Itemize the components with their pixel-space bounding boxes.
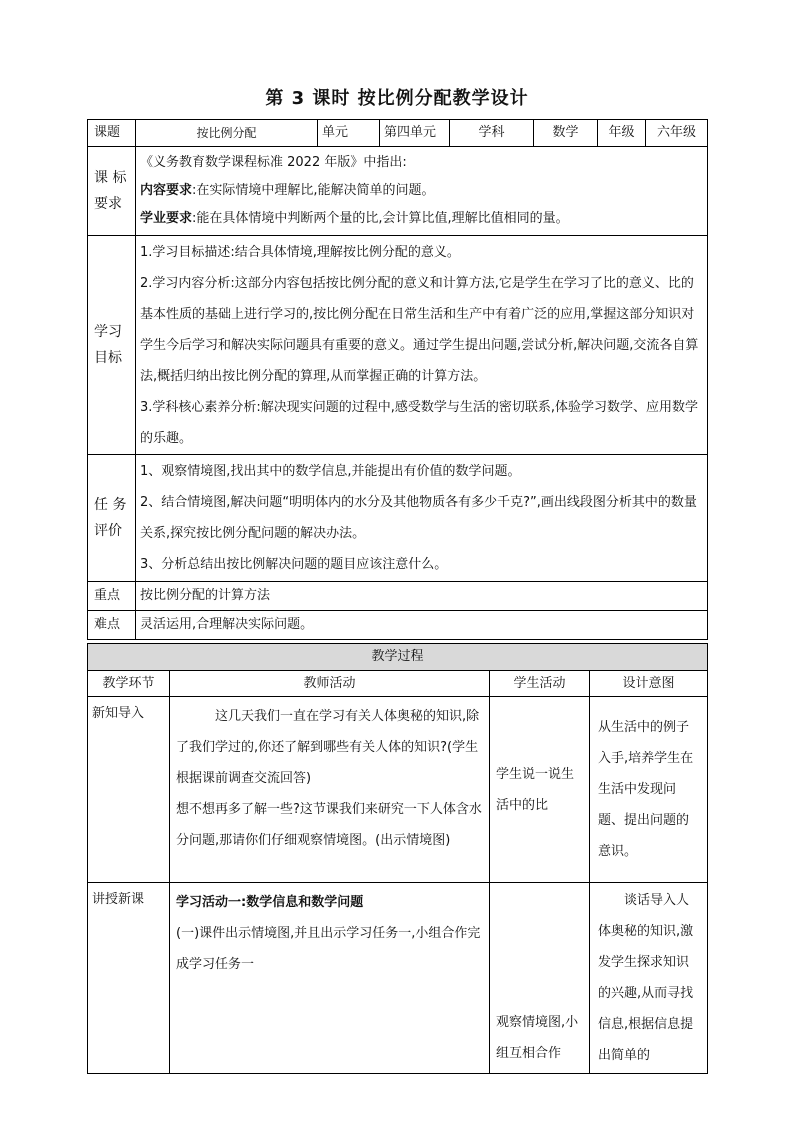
lesson-info-table xyxy=(87,119,708,640)
standard-academic-req xyxy=(140,205,703,233)
student-intro-text: 学生说一说生活中的比 xyxy=(496,766,575,813)
teaching-process-table xyxy=(87,643,708,1074)
goals-label: 学习 目标 xyxy=(88,236,136,455)
standard-content xyxy=(136,147,708,236)
key-point-label: 重点 xyxy=(88,582,136,611)
difficulty-label: 难点 xyxy=(88,611,136,640)
teacher-activity-new xyxy=(170,883,490,1074)
intent-intro-text: 从生活中的例子入手,培养学生在生活中发现问题、提出问题的意识。 xyxy=(598,720,694,859)
academic-req-label: 学业要求 xyxy=(140,211,193,226)
col-intent: 设计意图 xyxy=(590,671,708,697)
unit-label: 单元 xyxy=(318,120,380,147)
content-req-text: :在实际情境中理解比,能解决简单的问题。 xyxy=(192,183,435,198)
activity-one-title: 学习活动一:数学信息和数学问题 xyxy=(176,895,364,910)
tasks-content xyxy=(136,455,708,582)
grade-label: 年级 xyxy=(598,120,646,147)
teacher-new-p1: (一)课件出示情境图,并且出示学习任务一,小组合作完成学习任务一 xyxy=(176,926,481,972)
topic-label: 课题 xyxy=(88,120,136,147)
unit-value: 第四单元 xyxy=(380,120,450,147)
tasks-label: 任 务 评价 xyxy=(88,455,136,582)
academic-req-text: :能在具体情境中判断两个量的比,会计算比值,理解比值相同的量。 xyxy=(192,211,569,226)
goal-item-2: 2.学习内容分析:这部分内容包括按比例分配的意义和计算方法,它是学生在学习了比的意义、比的基本性质的基础上进行学习的,按比例分配在日常生活和生产中有着广泛的应用,掌握这部分知识对学生今后学习和解决实际问题具有重要的意义。通过学生提出问题,尝试分析,解决问题,交流各自算法,概括归纳出按比例分配的算理,从而掌握正确的计算方法。 xyxy=(140,275,699,384)
teacher-intro-p2: 想不想再多了解一些?这节课我们来研究一下人体含水分问题,那请你们仔细观察情境图。(出示情境图) xyxy=(176,802,482,848)
goals-content xyxy=(136,236,708,455)
grade-value: 六年级 xyxy=(646,120,708,147)
document-title: 第 3 课时 按比例分配教学设计 xyxy=(265,88,529,109)
standard-line1: 《义务教育数学课程标准 2022 年版》中指出: xyxy=(140,155,407,170)
stage-new-lesson: 讲授新课 xyxy=(88,883,170,1074)
topic-value: 按比例分配 xyxy=(136,120,318,147)
task-item-2: 2、结合情境图,解决问题“明明体内的水分及其他物质各有多少千克?”,画出线段图分析其中的数量关系,探究按比例分配问题的解决办法。 xyxy=(140,495,697,541)
standard-content-req xyxy=(140,177,703,205)
teacher-intro-p1: 这几天我们一直在学习有关人体奥秘的知识,除了我们学过的,你还了解到哪些有关人体的知识?(学生根据课前调查交流回答) xyxy=(176,709,480,786)
intent-new xyxy=(590,883,708,1074)
process-header: 教学过程 xyxy=(88,644,708,671)
content-req-label: 内容要求 xyxy=(140,183,193,198)
col-student: 学生活动 xyxy=(490,671,590,697)
difficulty-text: 灵活运用,合理解决实际问题。 xyxy=(136,611,708,640)
intent-new-text: 谈话导入人体奥秘的知识,激发学生探求知识的兴趣,从而寻找信息,根据信息提出简单的 xyxy=(598,893,694,1063)
key-point-text: 按比例分配的计算方法 xyxy=(136,582,708,611)
student-new-text: 观察情境图,小组互相合作 xyxy=(496,1015,579,1061)
student-activity-new xyxy=(490,883,590,1074)
goal-item-3: 3.学科核心素养分析:解决现实问题的过程中,感受数学与生活的密切联系,体验学习数学、应用数学的乐趣。 xyxy=(140,399,699,446)
student-activity-intro xyxy=(490,697,590,883)
task-item-1: 1、观察情境图,找出其中的数学信息,并能提出有价值的数学问题。 xyxy=(140,464,521,479)
subject-value: 数学 xyxy=(534,120,598,147)
col-stage: 教学环节 xyxy=(88,671,170,697)
col-teacher: 教师活动 xyxy=(170,671,490,697)
teacher-activity-intro xyxy=(170,697,490,883)
subject-label: 学科 xyxy=(450,120,534,147)
task-item-3: 3、分析总结出按比例解决问题的题目应该注意什么。 xyxy=(140,557,448,572)
goal-item-1: 1.学习目标描述:结合具体情境,理解按比例分配的意义。 xyxy=(140,244,460,260)
intent-intro xyxy=(590,697,708,883)
standard-label: 课 标 要求 xyxy=(88,147,136,236)
stage-intro: 新知导入 xyxy=(88,697,170,883)
